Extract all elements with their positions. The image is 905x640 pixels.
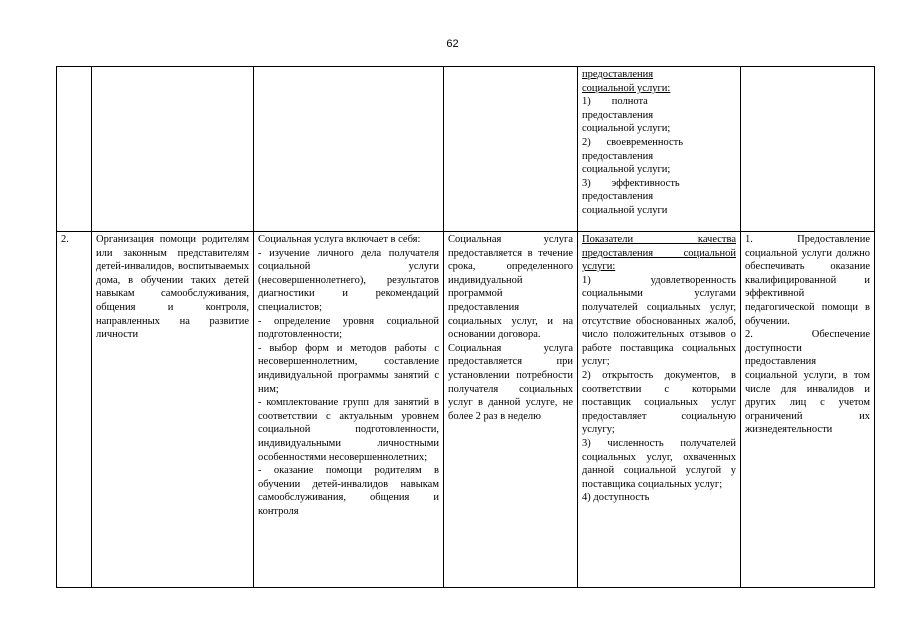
cell-row-number: 2. [57, 232, 92, 588]
cell-description-empty [254, 67, 444, 232]
indicator-line: социальной услуги; [582, 164, 671, 176]
cell-name-empty [92, 67, 254, 232]
cell-terms-empty [444, 67, 578, 232]
page-number: 62 [446, 38, 459, 50]
cell-conditions-empty [741, 67, 875, 232]
indicators-body: 1) удовлетворенность социальными услугами получателей социальных услуг, отсутствие обоснованных жалоб, число положительных отзывов о работе поставщика социальных услуг; 2) открытость документов, в соответствии с которыми поставщик социальных услуг предоставляет социальную услугу; 3) численность получателей социальных услуг, охваченных данной социальной услугой у поставщика социальных услуг; 4) доступность [582, 274, 736, 504]
table-row-service-2 [57, 232, 875, 588]
indicator-line: 3) эффективность [582, 177, 680, 189]
indicator-line: предоставления [582, 191, 654, 203]
services-table [56, 66, 875, 588]
cell-number-empty [57, 67, 92, 232]
indicator-line: 2) своевременность [582, 136, 684, 148]
indicator-line: 1) полнота [582, 96, 648, 108]
indicator-line: социальной услуги: [582, 82, 671, 94]
cell-conditions: 1. Предоставление социальной услуги должно обеспечивать оказание квалифицированной и эффективной педагогической помощи в обучении. 2. Обеспечение доступности предоставления социальной услуги, в том числе для инвалидов и других лиц с учетом ограничений их жизнедеятельности [741, 232, 875, 588]
indicator-line: социальной услуги; [582, 123, 671, 135]
indicators-heading: Показатели качества предоставления социальной услуги: [582, 234, 736, 273]
indicator-line: предоставления [582, 69, 654, 80]
cell-quality-indicators [578, 232, 741, 588]
indicator-line: предоставления [582, 109, 654, 121]
cell-service-terms: Социальная услуга предоставляется в течение срока, определенного индивидуальной программой предоставления социальных услуг, и на основании договора. Социальная услуга предоставляется при установлении потребности получателя социальных услуг в данной услуге, не более 2 раз в неделю [444, 232, 578, 588]
cell-service-description: Социальная услуга включает в себя: - изучение личного дела получателя социальной услуги (несовершеннолетнего), результатов диагностики и рекомендаций специалистов; - определение уровня социальной подготовленности; - выбор форм и методов работы с несовершеннолетним, составление индивидуальной программы занятий с ним; - комплектование групп для занятий в соответствии с актуальным уровнем социальной подготовленности, индивидуальными личностными особенностями несовершеннолетних; - оказание помощи родителям в обучении детей-инвалидов навыкам самообслуживания, общения и контроля [254, 232, 444, 588]
cell-service-name: Организация помощи родителям или законным представителям детей-инвалидов, воспитываемых дома, в обучении таких детей навыкам самообслуживания, общения и контроля, направленных на развитие личности [92, 232, 254, 588]
indicator-line: социальной услуги [582, 204, 668, 216]
cell-quality-indicators-continued [578, 67, 741, 232]
indicator-line: предоставления [582, 150, 654, 162]
table-row-continuation [57, 67, 875, 232]
